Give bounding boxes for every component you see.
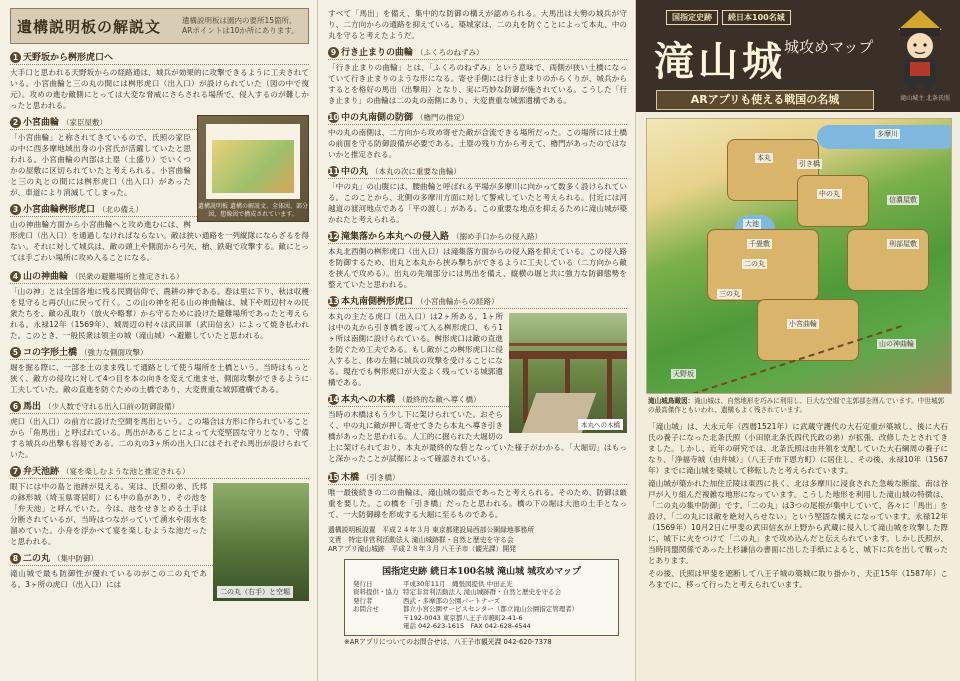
section-number: 6 bbox=[10, 401, 21, 412]
map-label: 本丸 bbox=[757, 154, 771, 162]
explanation-header bbox=[10, 8, 309, 44]
section-title: 天野坂から桝形虎口へ bbox=[23, 53, 114, 63]
section-text: 眼下には中の島と池跡が見える。実は、氏照の弟、氏邦の鉢形城（埼玉県寄居町）にも中の島があり、その池を「弁天池」と呼んでいた。今は、池をせきとめる土手は分断されているが、当時はつながっていて湧水や雨水を溜めていた。小舟を浮かべて宴を楽しむような池だったと思われる。 bbox=[10, 482, 207, 546]
section-title: 行き止まりの曲輪 bbox=[341, 48, 414, 58]
map-label: 三の丸 bbox=[719, 290, 740, 298]
publication-table bbox=[351, 580, 612, 631]
section-heading bbox=[328, 470, 627, 485]
intro-text: すべて「馬出」を備え、集中的な防御の構えが認められる。大馬出は大勢の城兵が守り、二方向からの通路を抑えている。築城家は、二の丸を防ぐことによって本丸、中の丸を守ると考えたようだ。 bbox=[328, 9, 627, 40]
section-text: 「中の丸」の山腹には、腰曲輪と呼ばれる平場が多摩川に向かって数多く設けられている。このことから、北側の多摩川方面に対して警戒していたと考えられる。付近には河越道の渡河地点である「平の渡し」がある。この重要な地点を抑えるために滝山城が築かれたと考えられる。 bbox=[328, 182, 627, 224]
section-heading bbox=[328, 294, 627, 309]
section-heading bbox=[10, 50, 309, 65]
credit-line: 文責 特定非営利活動法人 滝山城跡群・自然と歴史を守る会 bbox=[328, 535, 514, 544]
section-subtitle: （北の備え） bbox=[98, 205, 144, 214]
section-text: 「行き止まりの曲輪」とは、「ふくろのねずみ」という意味で、両側が狭い土橋になっていて行き止まりのような形になる。寄せ手側には行き止まりのからくりが、城兵からするとを格好の馬出（出撃用）となり、実に巧妙な防御が施されている。こうした「行き止まり」の曲輪は二の丸の南側にあり、大変貴重な城郭遺構である。 bbox=[328, 63, 627, 105]
pub-value: 西武・多摩部の公園パートナーズ bbox=[403, 596, 501, 605]
section-subtitle: （引き橋） bbox=[362, 473, 400, 482]
map-label: 信濃屋敷 bbox=[889, 196, 917, 204]
bridge-photo-caption: 本丸への木橋 bbox=[578, 419, 623, 430]
section-heading bbox=[10, 464, 309, 479]
section-text: 山の神曲輪方面から小宮曲輪へと攻め進むには、桝形虎口（出入口）を通過しなければならない。敵は狭い通路を一列縦隊にならざるを得ない。それに対して城兵は、敵の頭上や側面から弓矢、槍、鉄砲で攻撃する。敵にとっては手ごわい場所に攻め入ることになる。 bbox=[10, 220, 309, 262]
mascot-caption: 滝山城主 北条氏照 bbox=[900, 95, 950, 102]
map-caption-text: 滝山城は、自然地形を巧みに利用し、巨大な空堀で主郭部を囲んでいます。中世城郭の最高傑作ともいわれ、遺構もよく残されています。 bbox=[648, 397, 945, 414]
section-number: 7 bbox=[10, 466, 21, 477]
section-title: 馬出 bbox=[23, 402, 42, 412]
pub-value: 〒192-0043 東京都八王子市暁町2-41-6 bbox=[403, 613, 523, 622]
ar-banner: ARアプリも使える戦国の名城 bbox=[656, 90, 874, 110]
section-text: 「山の神」とは全国各地に残る民間信仰で、農耕の神である。春は里に下り、秋は収穫を見守ると再び山に戻って行く。この山の神を祀る山の神曲輪は、城下や周辺村々の民衆たちを、敵の乱取り（放火や略奪）から守るために設けた避難場所であったと考えられる。永禄12年（1569年）、城周辺の村々は武田軍（武田信玄）によって焼き払われた。このとき、一般民衆は領主の城（滝山城）へ避難していたと思われる。 bbox=[10, 287, 309, 340]
section-heading bbox=[328, 110, 627, 125]
section-heading bbox=[328, 45, 627, 60]
section-text: 中の丸の南側は、二方向から攻め寄せた敵が合流できる場所だった。この場所には土橋の前面を守る防御設備が必要である。土塁の残り方から考えて、櫓門があったのではないかと推定される。 bbox=[328, 128, 627, 159]
section-heading bbox=[328, 229, 627, 244]
moat-photo-caption: 二の丸（右手）と空堀 bbox=[217, 586, 293, 598]
history-paragraph: その後、氏照は甲斐を遮断して八王子城の築城に取り掛かり、天正15年（1587年）ころまでに、移って行ったと考えられています。 bbox=[648, 569, 948, 589]
section-subtitle: （ふくろのねずみ） bbox=[416, 48, 484, 57]
section-subtitle: （櫓門の推定） bbox=[416, 113, 469, 122]
pub-value: 特定非営利活動法人 滝山城跡群・自然と歴史を守る会 bbox=[403, 588, 562, 596]
section-text: 虎口（出入口）の前方に設けた空間を馬出という。この場合は方形に作られていることから「角馬出」と呼ばれている。馬出があることによって大変堅固な守りとなり、守備する城兵の出撃も容易である。二の丸の3ヶ所の出入口にはそれぞれ馬出が設けられていた。 bbox=[10, 417, 309, 459]
section-title: 二の丸 bbox=[23, 554, 51, 564]
section-title: 中の丸南側の防御 bbox=[341, 113, 414, 123]
map-label: 千畳敷 bbox=[749, 240, 770, 248]
history-paragraph: 「滝山城」は、大永元年（西暦1521年）に武蔵守護代の大石定重が築城し、後に大石氏の養子になった北条氏照（小田原北条氏四代氏政の弟）が拡張、改修したとされてきました。しかし、近年の研究では、北条氏照は由井領を支配していた大石綱周の養子になり、「浄福寺城（由井城）」（八王子市下恩方町）に居住し、その後、永禄10年（1567年）までに滝山城を築城して移転したと考えられています。 bbox=[648, 422, 948, 475]
history-paragraph: 滝山城が築かれた加住丘陵は東西に長く、北は多摩川に浸食された急峻な断崖、南は谷戸が入り組んだ複雑な地形になっています。こうした地形を利用した滝山城の特徴は、「二の丸の集中防御」です。「二の丸」は3つの尾根が集中していて、各々に「馬出」を設け、「二の丸には敵を絶対入らせない」という堅固な構えになっています。永禄12年（1569年）10月2日に甲斐の武田信玄が上野から武蔵に侵入して滝山城を攻撃した際に、城下に火をつけて「二の丸」まで攻め込んだと伝えられています。しかし氏照が、当時同盟関係であった上杉謙信の書面に出した手紙によると、城下に兵を出して戦ったとあります。 bbox=[648, 479, 948, 565]
section-title: 弁天池跡 bbox=[23, 467, 60, 477]
section-text: 堀を掘る際に、一部を土のまま残して通路として使う場所を土橋という。当時はもっと狭く、敵方の侵攻に対して4つ目を本の向きを変えて進ませ、側面攻撃ができるように工夫していた。敵の直進を防ぐための土橋であり、大変貴重な城郭遺構である。 bbox=[10, 363, 309, 394]
map-label: 山の神曲輪 bbox=[879, 340, 914, 348]
sign-board-caption: 遺構説明板 遺構の解説文、全体図、部分図、想像図で構成されています。 bbox=[198, 203, 308, 218]
map-label: 刑部屋敷 bbox=[889, 240, 917, 248]
section-text: 唯一最後続きの二の曲輪は、滝山城の弱点であったと考えられる。そのため、防御は厳重を要した。この橋を「引き橋」だったと思われる。橋の下の堀は大池の土手となって、一大防御線を形成する大堀に至るものである。 bbox=[328, 488, 627, 519]
pub-key: 発行者 bbox=[353, 596, 373, 605]
section-subtitle: （集中防御） bbox=[53, 554, 99, 563]
cover-header bbox=[636, 0, 960, 112]
publication-title: 国指定史跡 続日本100名城 滝山城 城攻めマップ bbox=[382, 566, 581, 577]
section-text: 「小宮曲輪」と称されてきているので、氏照の家臣の中に西多摩地域出身の小宮氏が活躍していたと思われる。小宮曲輪の内部は土塁（土盛り）でいくつかの屋敷に区切られていたと考えられる。小宮曲輪と三の丸との間には桝形虎口（出入口）があったが、車道により消滅してしまった。 bbox=[10, 133, 191, 197]
section-number: 12 bbox=[328, 232, 339, 241]
badge-100-castles: 続日本100名城 bbox=[722, 10, 791, 25]
pub-value: 都立小宮公園サービスセンター（都立滝山公園指定管理者） bbox=[403, 605, 579, 613]
section-title: 小宮曲輪 bbox=[23, 118, 60, 128]
left-panel bbox=[0, 0, 318, 681]
map-label: 引き橋 bbox=[799, 160, 820, 168]
credit-line: ARアプリ滝山城跡 平成２８年３月 八王子市（観光課）開発 bbox=[328, 545, 516, 553]
section-text: 当時の木橋はもう少し下に架けられていた。おそらく、中の丸に敵が押し寄せてきたら本丸へ導き引き橋があったと思われる。人工的に掘られた大堀切の上に架けられており、本丸が最終的な砦となっていた様子がわかる。「大堀切」はもっと深かったことが試掘によって確認されている。 bbox=[328, 410, 627, 463]
section-text: 本丸の主たる虎口（出入口）は2ヶ所ある。1ヶ所は中の丸から引き橋を渡って入る桝形虎口、もう1ヶ所は南側に設けられている。桝形虎口は敵の直進を防ぐため工夫である。もし敵がこの桝形虎口に侵入すると、体の左側に城兵の攻撃を受けることになる。現在でも桝形虎口が大変よく残っている城郭遺構である。 bbox=[328, 312, 503, 387]
map-label: 中の丸 bbox=[819, 190, 840, 198]
credit-line: 遺構説明板設置 平成２４年３月 東京都建設局西部公園緑地事務所 bbox=[328, 526, 535, 534]
explanation-title: 遺構説明板の解説文 bbox=[17, 17, 162, 36]
sign-board-image bbox=[197, 115, 309, 222]
map-caption bbox=[648, 397, 950, 415]
credits bbox=[328, 526, 627, 555]
section-text: 滝山城で最も防御性が優れているのがこの二の丸である。3ヶ所の虎口（出入口）には bbox=[10, 569, 207, 589]
samurai-mascot-icon bbox=[890, 8, 950, 90]
map-caption-key: 滝山城鳥瞰図： bbox=[648, 397, 695, 405]
explanation-note: 遺構説明板は園内の要所15箇所、ARポイントは10か所にあります。 bbox=[182, 16, 299, 35]
section-text: 本丸北西側の桝形虎口（出入口）は滝集落方面からの侵入路を抑えている。この侵入路を防御するため、出丸と本丸から挟み撃ちができるように工夫している（二方向から敵を挟んで攻める）。出丸の先端部分には馬出を備え、縦横の堀と共に強力な防御態勢を整えていたと思われる。 bbox=[328, 247, 627, 289]
pub-key: 資料提供・協力 bbox=[353, 588, 399, 596]
section-subtitle: （小宮曲輪からの経路） bbox=[416, 297, 499, 306]
pub-key bbox=[351, 614, 401, 623]
terrace-south bbox=[757, 299, 859, 361]
section-title: 本丸への木橋 bbox=[341, 395, 396, 405]
section-subtitle: （民衆の避難場所と推定される） bbox=[71, 272, 184, 281]
section-subtitle: （宴を楽しむような池と推定される） bbox=[62, 467, 190, 476]
cover-title: 滝山城 bbox=[654, 38, 786, 85]
section-number: 15 bbox=[328, 473, 339, 482]
moat-photo bbox=[213, 483, 309, 601]
cover-panel bbox=[636, 0, 960, 681]
pub-value: 電話 042-623-1615 FAX 042-628-4544 bbox=[403, 622, 531, 630]
section-subtitle: （本丸の次に重要な曲輪） bbox=[371, 167, 462, 176]
map-label: 天野坂 bbox=[673, 370, 694, 378]
section-number: 10 bbox=[328, 113, 339, 122]
castle-bird-eye-map bbox=[646, 118, 952, 394]
section-number: 5 bbox=[10, 347, 21, 358]
map-label: 小宮曲輪 bbox=[789, 320, 817, 328]
section-title: 木橋 bbox=[341, 473, 360, 483]
section-title: 中の丸 bbox=[341, 167, 369, 177]
terrace-middle bbox=[797, 175, 869, 227]
cover-subtitle: 城攻めマップ bbox=[784, 38, 874, 56]
cover-body bbox=[648, 421, 948, 590]
middle-panel bbox=[318, 0, 636, 681]
section-number: 9 bbox=[328, 47, 339, 58]
section-number: 4 bbox=[10, 271, 21, 282]
section-number: 1 bbox=[10, 52, 21, 63]
section-subtitle: （家臣屋敷） bbox=[62, 118, 108, 127]
section-title: 小宮曲輪桝形虎口 bbox=[23, 205, 96, 215]
section-number: 14 bbox=[328, 395, 339, 404]
bridge-photo bbox=[509, 313, 627, 433]
badge-historic-site: 国指定史跡 bbox=[666, 10, 718, 25]
map-label: 多摩川 bbox=[877, 130, 898, 138]
publication-card bbox=[344, 559, 619, 636]
section-title: コの字形土橋 bbox=[23, 348, 78, 358]
section-text: 大手口と思われる天野坂からの経路通は、城兵が効果的に攻撃できるように工夫されている。小宮曲輪と三の丸の間には桝形虎口（出入口）が設けられていた（図の中で復元）。攻めの進む敵側にとっては大変な脅威にさらされる場所で、侵入するのが難しかったと思われる。 bbox=[10, 68, 309, 110]
section-heading bbox=[10, 345, 309, 360]
section-subtitle: （少人数で守れる出入口前の防御設備） bbox=[44, 402, 180, 411]
section-number: 13 bbox=[328, 297, 339, 306]
pub-value: 平成30年11月 縄張図提供 中田正光 bbox=[403, 579, 513, 588]
ar-note: ※ARアプリについてのお問合せは、八王子市観光課 042-620-7378 bbox=[344, 637, 552, 646]
section-heading bbox=[10, 399, 309, 414]
section-number: 8 bbox=[10, 553, 21, 564]
section-title: 滝集落から本丸への侵入路 bbox=[341, 232, 450, 242]
section-title: 山の神曲輪 bbox=[23, 272, 69, 282]
section-heading bbox=[328, 164, 627, 179]
section-heading bbox=[10, 269, 309, 284]
section-subtitle: （最終的な敵へ導く橋） bbox=[398, 395, 481, 404]
section-title: 本丸南側桝形虎口 bbox=[341, 297, 414, 307]
map-label: 二の丸 bbox=[744, 260, 765, 268]
section-subtitle: （搦め手口からの侵入路） bbox=[452, 232, 543, 241]
section-number: 2 bbox=[10, 117, 21, 128]
pub-key bbox=[351, 622, 401, 631]
pub-key: お問合せ bbox=[353, 605, 379, 613]
map-label: 大池 bbox=[745, 220, 759, 228]
section-subtitle: （強力な側面攻撃） bbox=[80, 348, 148, 357]
section-number: 11 bbox=[328, 167, 339, 176]
section-number: 3 bbox=[10, 204, 21, 215]
pub-key: 発行日 bbox=[353, 579, 373, 588]
